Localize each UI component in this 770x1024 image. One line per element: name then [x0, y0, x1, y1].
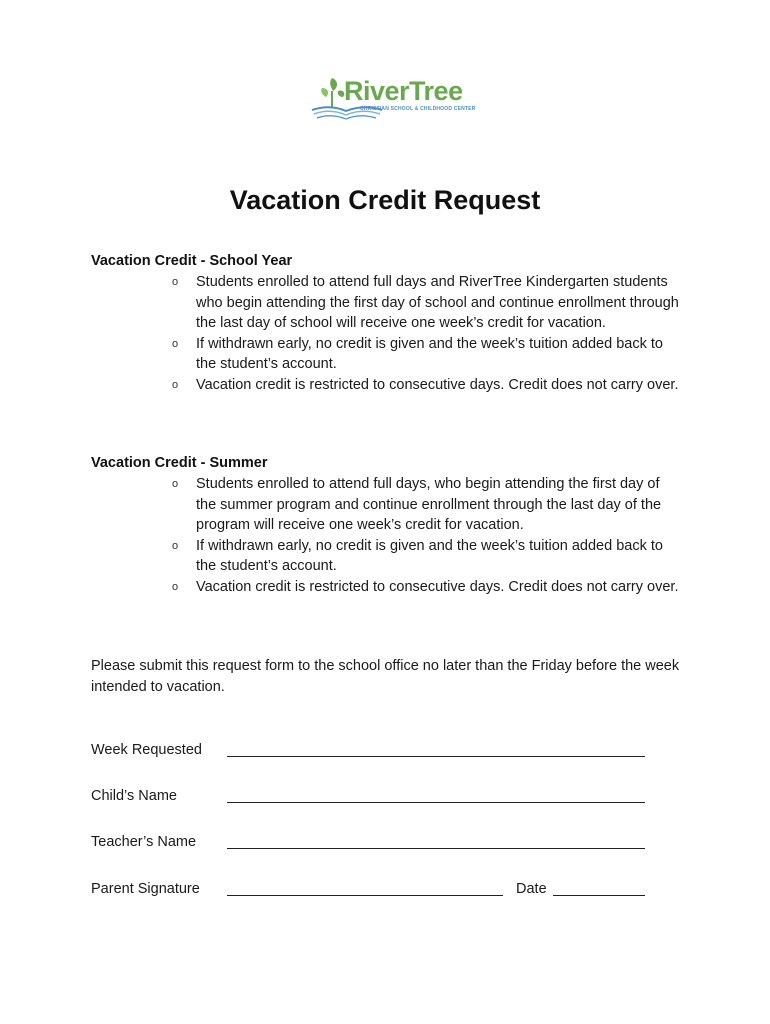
childs-name-label: Child’s Name — [91, 788, 177, 804]
field-row-week-requested — [91, 740, 651, 762]
section-heading-summer: Vacation Credit - Summer — [91, 455, 268, 471]
page-title: Vacation Credit Request — [229, 185, 541, 215]
date-label: Date — [516, 881, 547, 897]
bullet-text: Students enrolled to attend full days, who begin attending the first day of the summer program and continue enrollment through the last day of the program will receive one week’s credit for vacation. — [196, 476, 662, 533]
section-heading-school-year: Vacation Credit - School Year — [91, 253, 293, 269]
list-item — [172, 577, 682, 598]
field-row-parent-signature — [91, 879, 651, 901]
bullet-text: Vacation credit is restricted to consecutive days. Credit does not carry over. — [196, 578, 679, 595]
logo-wordmark: RiverTree — [344, 76, 463, 106]
list-item — [172, 334, 682, 375]
logo-tagline: CHRISTIAN SCHOOL & CHILDHOOD CENTER — [360, 106, 476, 112]
list-item — [172, 272, 682, 334]
bullet-marker: o — [172, 378, 179, 391]
bullet-list-school-year — [172, 272, 682, 395]
week-requested-label: Week Requested — [91, 742, 202, 758]
rivertree-logo — [308, 74, 478, 126]
teachers-name-label: Teacher’s Name — [91, 834, 197, 850]
bullet-text: Students enrolled to attend full days and RiverTree Kindergarten students who begin attending the first day of school and continue enrollment through the last day of school will receive one week’s credit for vacation. — [196, 274, 679, 331]
instructions-paragraph: Please submit this request form to the school office no later than the Friday before the week intended to vacation. — [91, 658, 680, 695]
bullet-marker: o — [172, 580, 179, 593]
teachers-name-field[interactable] — [227, 848, 645, 849]
list-item — [172, 536, 682, 577]
bullet-marker: o — [172, 276, 179, 288]
list-item — [172, 375, 682, 396]
bullet-text: If withdrawn early, no credit is given and the week’s tuition added back to the student’s account. — [196, 335, 663, 372]
parent-signature-field[interactable] — [227, 895, 503, 896]
bullet-marker: o — [172, 539, 179, 552]
date-field[interactable] — [553, 895, 645, 896]
bullet-marker: o — [172, 478, 179, 490]
childs-name-field[interactable] — [227, 802, 645, 803]
list-item — [172, 474, 682, 536]
parent-signature-label: Parent Signature — [91, 881, 200, 897]
bullet-text: If withdrawn early, no credit is given and the week’s tuition added back to the student’s account. — [196, 537, 663, 574]
bullet-list-summer — [172, 474, 682, 597]
bullet-marker: o — [172, 337, 179, 350]
bullet-text: Vacation credit is restricted to consecutive days. Credit does not carry over. — [196, 376, 679, 393]
field-row-childs-name — [91, 786, 651, 808]
week-requested-field[interactable] — [227, 756, 645, 757]
field-row-teachers-name — [91, 832, 651, 854]
